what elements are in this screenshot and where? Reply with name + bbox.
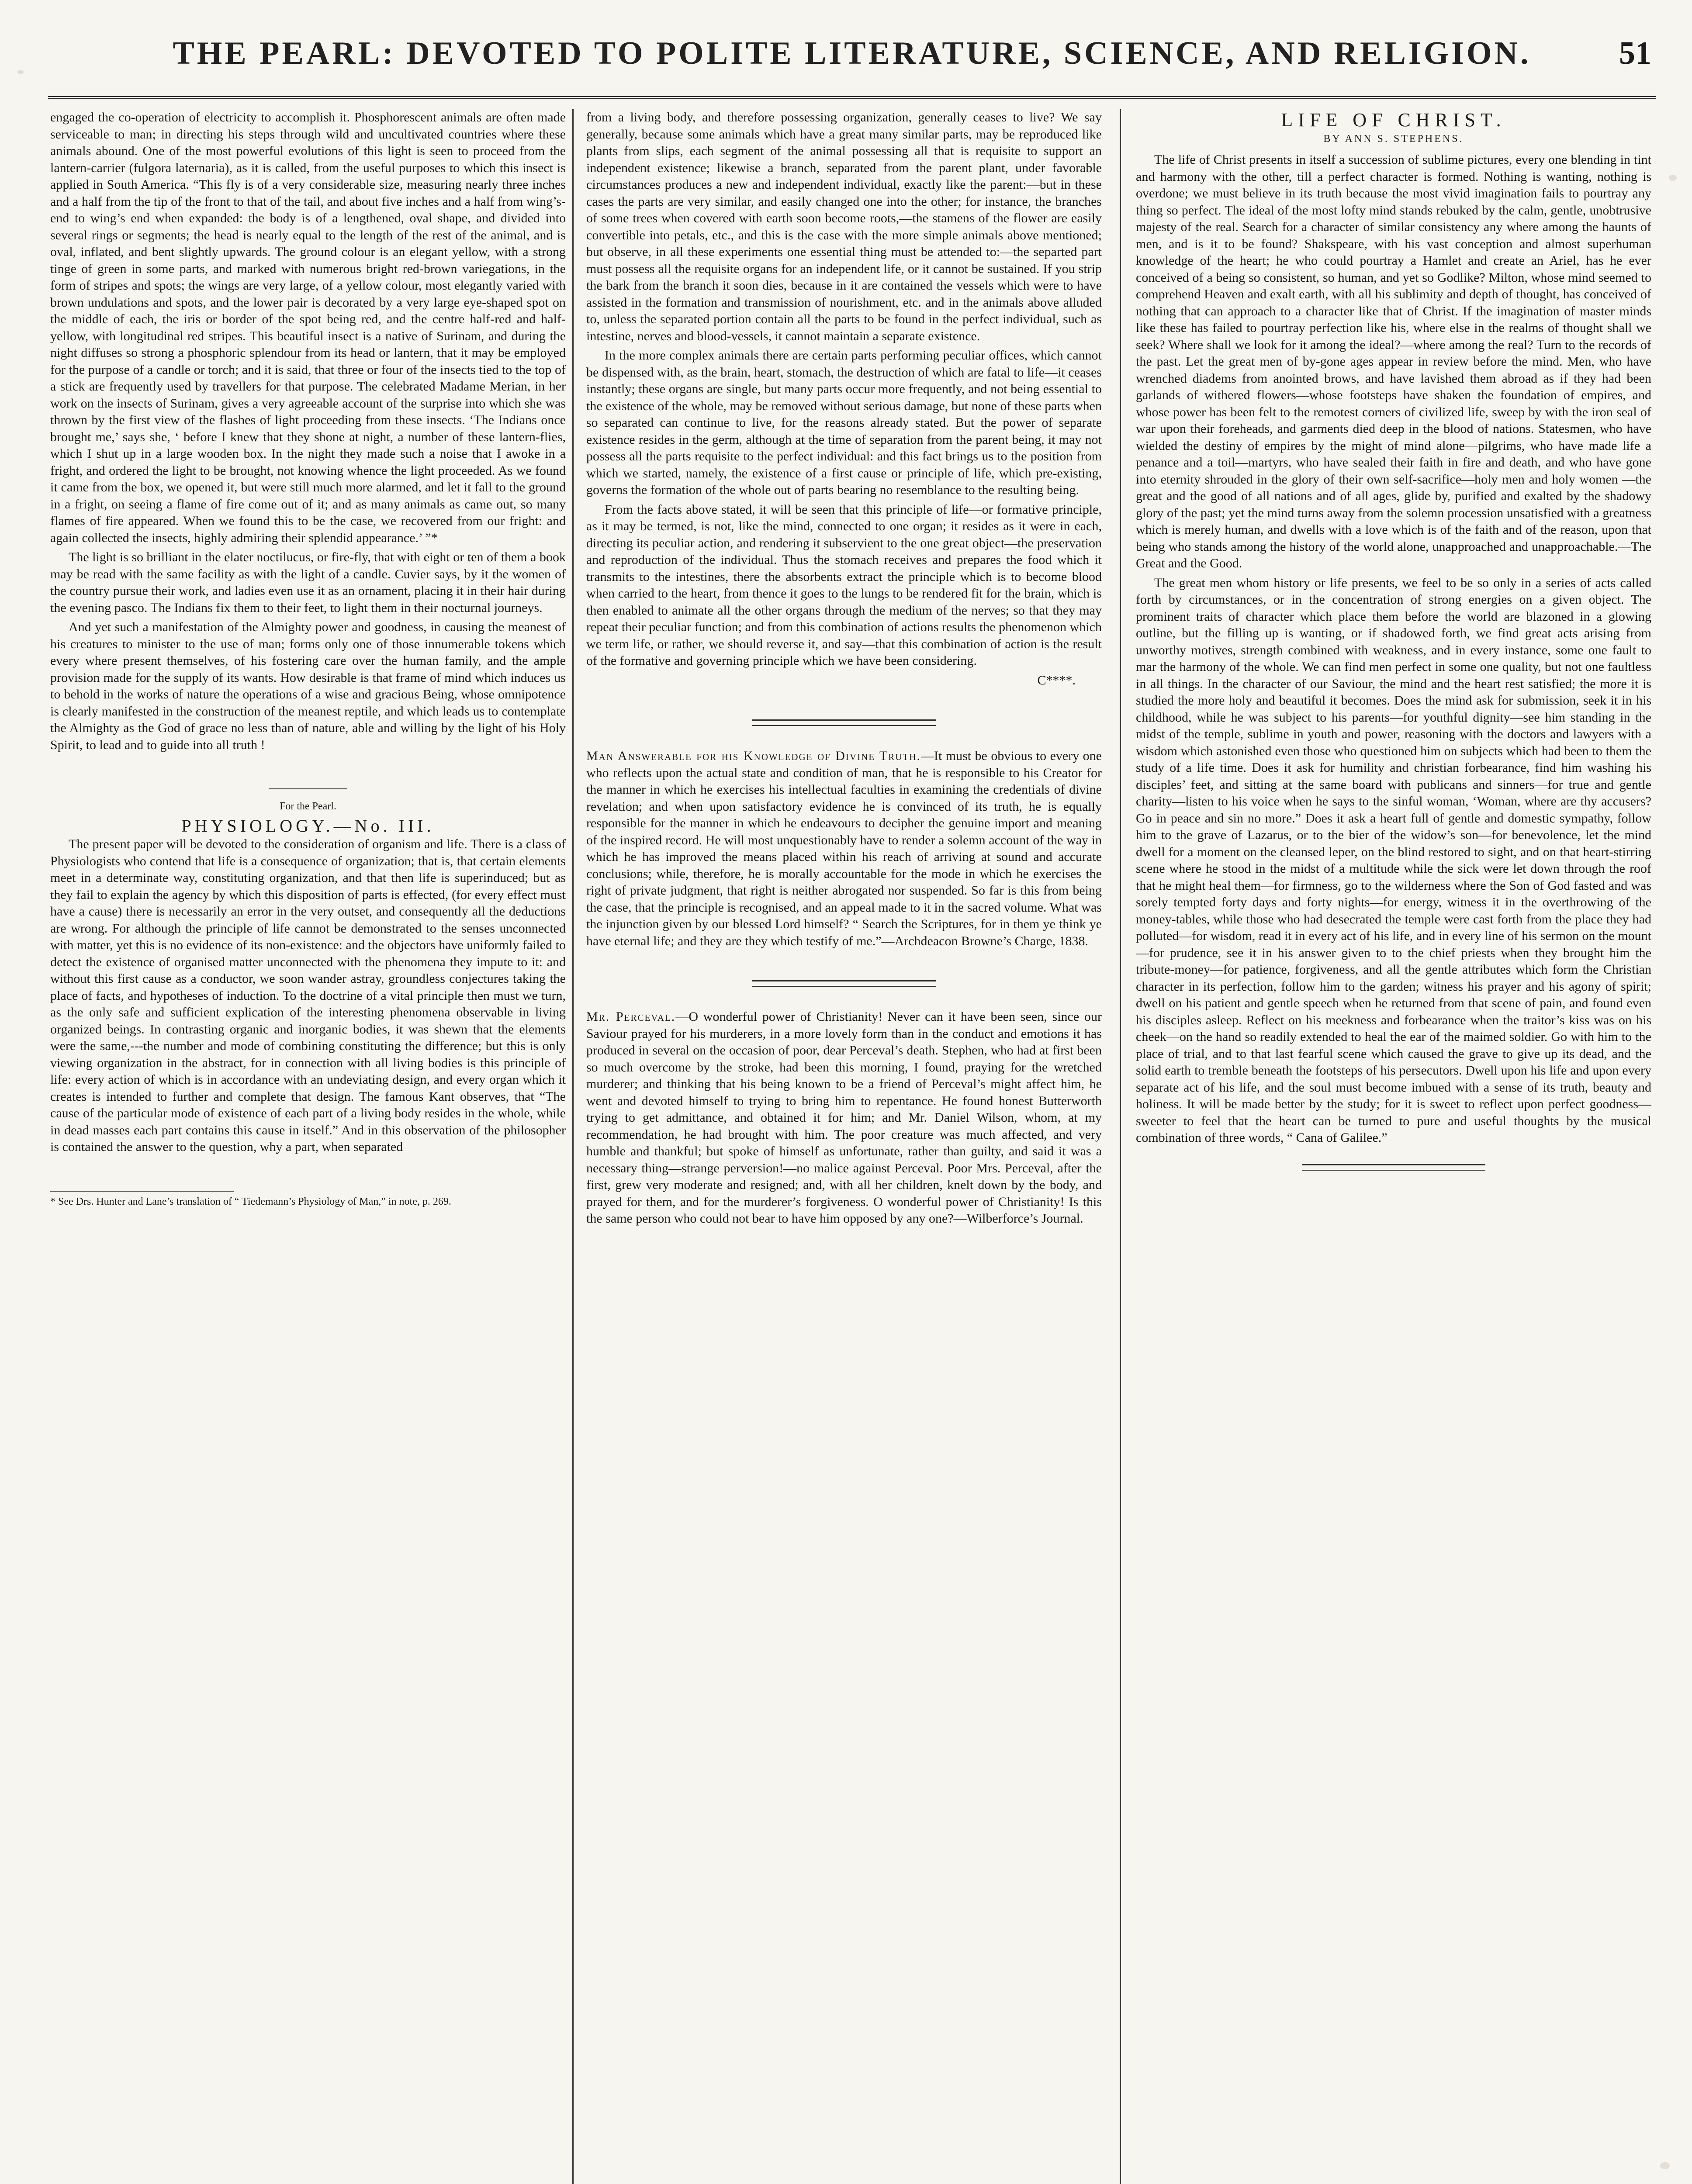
section-separator xyxy=(752,980,936,987)
lantern-fly-paragraph: engaged the co-operation of electricity to accomplish it. Phosphorescent animals are often made serviceable to man; in directing his steps through wild and uncultivated countries where these animals abound. One of the most powerful evolutions of this light is seen to proceed from the lantern-carrier (fulgora laternaria), as it is called, from the useful purposes to which this insect is applied in South America. “This fly is of a very considerable size, measuring nearly three inches and a half from the tip of the front to that of the tail, and about five inches and a half from wing’s-end to wing’s end when expanded: the body is of a lengthened, oval shape, and divided into several rings or segments; the head is nearly equal to the length of the rest of the animal, and is oval, inflated, and bent slightly upwards. The ground colour is an elegant yellow, with a strong tinge of green in some parts, and marked with numerous bright red-brown variegations, in the form of stripes and spots; the wings are very large, of a yellow colour, most elegantly varied with brown undulations and spots, and the lower pair is decorated by a very large eye-shaped spot on the middle of each, the iris or border of the spot being red, and the centre half-red and half-yellow, with longitudinal red stripes. This beautiful insect is a native of Surinam, and during the night diffuses so strong a phosphoric splendour from its head or lantern, that it may be employed for the purpose of a candle or torch; and it is said, that three or four of the insects tied to the top of a stick are frequently used by travellers for that purpose. The celebrated Madame Merian, in her work on the insects of Surinam, gives a very agreeable account of the surprise into which she was thrown by the first view of the flashes of light proceeding from these insects. ‘The Indians once brought me,’ says she, ‘ before I knew that they shone at night, a number of these lantern-flies, which I shut up in a large wooden box. In the night they made such a noise that I awoke in a fright, and ordered the light to be brought, not knowing whence the light proceeded. As we found it came from the box, we opened it, but were still much more alarmed, and let it fall to the ground in a fright, on seeing a flame of fire come out of it; and as many animals as came out, so many flames of fire appeared. When we found this to be the case, we recovered from our fright: and again collected the insects, highly admiring their splendid appearance.’ ”* xyxy=(50,110,566,545)
life-of-christ-paragraph-2: The great men whom history or life presents, we feel to be so only in a series of acts called forth by circumstances, or in the concentration of strong energies on a given object. The prominent traits of character which place them before the world are blazoned in a glowing outline, but the filling up is wanting, or if shadowed forth, we find great acts arising from unworthy motives, strength combined with weakness, and in every instance, some one fault to mar the harmony of the whole. We can find men perfect in some one quality, but not one faultless in all things. In the character of our Saviour, the mind and the heart rest satisfied; the more it is studied the more holy and beautiful it becomes. Does the mind ask for submission, seek it in his childhood, while he was subject to his parents—for youthful dignity—see him standing in the midst of the temple, sublime in youth and power, reasoning with the doctors and lawyers with a wisdom which astonished even those who questioned him on subjects which had been to them the study of a life time. Does it ask for humility and christian forbearance, find him washing his disciples’ feet, and sitting at the same board with publicans and sinners—for true and gentle charity—listen to his voice when he says to the sinful woman, ‘Woman, where are thy accusers? Go in peace and sin no more.” Does it ask a heart full of gentle and domestic sympathy, follow him to the grave of Lazarus, or to the bier of the widow’s son—for benevolence, let the mind dwell for a moment on the cleansed leper, on the blind restored to sight, and on that heart-stirring scene where he stood in the midst of a multitude while the sick were let down through the roof that he might heal them—for firmness, go to the wilderness where the Son of God fasted and was sorely tempted forty days and forty nights—for energy, witness it in the overthrowing of the money-tables, while those who had desecrated the temple were cast forth from the place they had polluted—for wisdom, read it in every act of his life, and in every line of his sermon on the mount—for prudence, see it in his answer given to to the chief priests when they brought him the tribute-money—for patience, forgiveness, and all the gentle attributes which form the Christian character in its perfection, follow him to the garden; witness his prayer and his agony of spirit; dwell on his patient and gentle speech when he returned from that scene of pain, and found even his disciples asleep. Reflect on his meekness and forbearance when the traitor’s kiss was on his cheek—on the hand so readily extended to heal the ear of the maimed soldier. Go with him to the place of trial, and to that last fearful scene which caused the grave to give up its dead, and the solid earth to tremble beneath the footsteps of his persecutors. Dwell upon his life and upon every separate act of his life, and the soul must become imbued with a sense of its truth, beauty and holiness. It will be made better by the study; for it is sweet to reflect upon perfect goodness—sweeter to feel that the heart can be turned to pure and useful thoughts by the musical combination of three words, “ Cana of Galilee.” xyxy=(1136,575,1651,1145)
fire-fly-paragraph: The light is so brilliant in the elater noctilucus, or fire-fly, that with eight or ten of them a book may be read with the same facility as with the light of a candle. Cuvier says, by it the women of the country pursue their work, and ladies even use it as an ornament, placing it in their hair during the evening pasco. The Indians fix them to their feet, to light them in their nocturnal journeys. xyxy=(50,550,566,615)
perceval-text: —O wonderful power of Christianity! Never can it have been seen, since our Saviour prayed for his murderers, in a more lovely form than in the conduct and emotions it has produced in several on the occasion of poor, dear Perceval’s death. Stephen, who had at first been so much overcome by the stroke, had been this morning, I found, praying for the wretched murderer; and thinking that his being known to be a friend of Perceval’s might affect him, he went and devoted himself to trying to bring him to repentance. He found honest Butterworth trying to get admittance, and obtained it for him; and Mr. Daniel Wilson, whom, at my recommendation, he had brought with him. The poor creature was much affected, and very humble and thankful; but spoke of himself as unfortunate, rather than guilty, and said it was a necessary thing—strange perversion!—no malice against Perceval. Poor Mrs. Perceval, after the first, grew very moderate and resigned; and, with all her children, knelt down by the body, and prayed for them, and for the murderer’s forgiveness. O wonderful power of Christianity! Is this the same person who could not bear to have him opposed by any one?—Wilberforce’s Journal. xyxy=(586,1009,1102,1226)
divine-truth-title: Man Answerable for his Knowledge of Divine Truth. xyxy=(586,749,921,763)
for-the-pearl-label: For the Pearl. xyxy=(280,801,336,812)
physiology-heading: PHYSIOLOGY.—No. III. xyxy=(181,816,435,836)
complex-animals-paragraph: In the more complex animals there are certain parts performing peculiar offices, which cannot be dispensed with, as the brain, heart, stomach, the destruction of which are fatal to life—it ceases instantly; these organs are single, but many parts occur more frequently, and not being essential to the existence of the whole, may be removed without serious damage, but none of these parts when so separated can continue to live, for the reasons already stated. But the power of separate existence resides in the germ, although at the time of separation from the parent being, it may not possess all the parts requisite to the perfect individual: and this fact brings us to the position from which we started, namely, the existence of a first cause or principle of life, which pre-existing, governs the formation of the whole out of parts bearing no resemblance to the resulting being. xyxy=(586,348,1102,497)
life-of-christ-paragraph-1: The life of Christ presents in itself a succession of sublime pictures, every one blending in tint and harmony with the other, till a perfect character is formed. Nothing is wanting, nothing is overdone; we must believe in its truth because the most vivid imagination fails to pourtray any thing so perfect. The ideal of the most lofty mind stands rebuked by the calm, gentle, unobtrusive majesty of the real. Search for a character of similar consistency any where among the haunts of men, and is it to be found? Shakspeare, with his vast conception and almost superhuman knowledge of the heart; he who could pourtray a Hamlet and create an Ariel, has he ever conceived of a being so consistent, so human, and yet so Godlike? Milton, whose mind seemed to comprehend Heaven and exalt earth, with all his sublimity and depth of thought, has conceived of nothing that can approach to a character like that of Christ. If the imagination of master minds like these has failed to pourtray perfection like his, where else in the realms of thought shall we seek? Where shall we look for it among the ideal?—where among the real? Turn to the records of the past. Let the great men of by-gone ages appear in review before the mind. Men, who have wrenched diadems from anointed brows, and have lavished them abroad as if they had been garlands of withered flowers—whose footsteps have shaken the foundation of empires, and whose power has been felt to the remotest corners of civilized life, sweep by with the iron seal of war upon their foreheads, and garments died deep in the blood of nations. Statesmen, who have wielded the destiny of empires by the might of mind alone—pilgrims, who have made life a penance and a toil—martyrs, who have sealed their faith in fire and death, and who have gone into eternity shrouded in the glory of their own self-sacrifice—holy men and holy women —the great and the good of all nations and of all ages, glide by, purified and exalted by the shadowy glory of the past; yet the mind turns away from the solemn procession unsatisfied with a greatness which is merely human, and dwells with a love which is of the faith and of the reason, upon that being who stands among the history of the world alone, unapproached and unapproachable.—The Great and the Good. xyxy=(1136,152,1651,570)
providence-paragraph: And yet such a manifestation of the Almighty power and goodness, in causing the meanest of his creatures to minister to the use of man; forms only one of those innumerable tokens which every where present themselves, of his fostering care over the human family, and the ample provision made for the supply of its wants. How desirable is that frame of mind which induces us to behold in the works of nature the operations of a wise and gracious Being, whose omnipotence is clearly manifested in the construction of the meanest reptile, and which leads us to contemplate the Almighty as the God of grace no less than of nature, able and willing by the light of his Holy Spirit, to lead and to guide into all truth ! xyxy=(50,620,566,752)
footnote-rule xyxy=(50,1191,234,1195)
footnote: * See Drs. Hunter and Lane’s translation of “ Tiedemann’s Physiology of Man,” in note, p. 269. xyxy=(50,1196,451,1207)
newspaper-title: THE PEARL: DEVOTED TO POLITE LITERATURE, SCIENCE, AND RELIGION. xyxy=(173,35,1531,71)
divine-truth-text: —It must be obvious to every one who reflects upon the actual state and condition of man, that he is responsible to his Creator for the manner in which he exercises his intellectual faculties in examining the credentials of divine revelation; and when upon satisfactory evidence he is convinced of its truth, he is equally responsible for the manner in which he endeavours to decipher the genuine import and meaning of the inspired record. He will most unquestionably have to render a solemn account of the way in which he has improved the means placed within his reach of arriving at sound and accurate conclusions; while, therefore, he is morally accountable for the mode in which he exercises the right of private judgment, that right is neither abrogated nor suspended. So far is this from being the case, that the principle is recognised, and an appeal made to it in the sacred volume. What was the injunction given by our blessed Lord himself? “ Search the Scriptures, for in them ye think ye have eternal life; and they are they which testify of me.”—Archdeacon Browne’s Charge, 1838. xyxy=(586,749,1102,948)
column-2 xyxy=(586,109,1102,2184)
author-byline: BY ANN S. STEPHENS. xyxy=(1323,133,1464,145)
physiology-paragraph: The present paper will be devoted to the consideration of organism and life. There is a class of Physiologists who contend that life is a consequence of organization; that is, that certain elements meet in a determinate way, constituting organization, and that then life is superinduced; but as they fail to explain the agency by which this disposition of parts is effected, (for every effect must have a cause) there is necessarily an error in the very outset, and consequently all the deductions are wrong. For although the principle of life cannot be demonstrated to the senses unconnected with matter, yet this is no evidence of its non-existence: and the objectors have uniformly failed to detect the existence of organised matter unconnected with the phenomena they impute to it: and without this first cause as a conductor, we soon wander astray, groundless conjectures taking the place of facts, and hypotheses of induction. To the doctrine of a vital principle then must we turn, as the only safe and sufficient explication of the interesting phenomena observable in living organized beings. In contrasting organic and inorganic bodies, it was shewn that the elements were the same,---the number and mode of combining constituting the difference; but this is only viewing organization in the abstract, for in connection with all living bodies is this principle of life: every action of which is in accordance with an undeviating design, and every organ which it creates is intended to further and complete that design. The famous Kant observes, that “The cause of the particular mode of existence of each part of a living body resides in the whole, while in dead masses each part contains this cause in itself.” And in this observation of the philosopher is contained the answer to the question, why a part, when separated xyxy=(50,837,566,1154)
paper-speck xyxy=(17,70,24,74)
physiology-continued: from a living body, and therefore possessing organization, generally ceases to live? We say generally, because some animals which have a great many similar parts, may be reproduced like plants from slips, each segment of the animal possessing all that is requisite to support an independent existence; likewise a branch, separated from the parent plant, under favorable circumstances produces a new and independent individual, exactly like the parent:—but in these cases the parts are very similar, and easily changed one into the other; for instance, the branches of some trees when covered with earth soon become roots,—the stamens of the flower are easily convertible into petals, etc., and this is the case with the more simple animals above mentioned; but observe, in all these experiments one essential thing must be attended to:—the separted part must possess all the requisite organs for an independent life, or it cannot be sustained. If you strip the bark from the branch it soon dies, because in it are contained the vessels which were to have assisted in the formation and transmission of nourishment, etc. and in the animals above alluded to, unless the separated portion contain all the parts to be found in the perfect individual, such as intestine, nerves and blood-vessels, it cannot maintain a separate existence. xyxy=(586,110,1102,343)
paper-speck xyxy=(1660,2162,1670,2169)
column-rule-2 xyxy=(1120,109,1121,2184)
column-3 xyxy=(1136,109,1651,2184)
signature: C****. xyxy=(1037,673,1076,688)
end-ornament xyxy=(1302,1164,1485,1171)
paper-speck xyxy=(1669,175,1677,181)
life-of-christ-heading: LIFE OF CHRIST. xyxy=(1281,109,1506,131)
page-number: 51 xyxy=(1619,35,1651,71)
perceval-title: Mr. Perceval. xyxy=(586,1009,676,1024)
section-separator xyxy=(269,788,347,789)
column-rule-1 xyxy=(572,109,574,2184)
column-1 xyxy=(50,109,566,2184)
page-header xyxy=(48,22,1656,99)
perceval-article xyxy=(586,1009,1102,1227)
divine-truth-article xyxy=(586,748,1102,950)
section-separator xyxy=(752,719,936,726)
formative-principle-paragraph: From the facts above stated, it will be seen that this principle of life—or formative principle, as it may be termed, is not, like the mind, connected to one organ; it resides as it were in each, directing its peculiar action, and rendering it subservient to the one great object—the preservation and reproduction of the individual. Thus the stomach receives and prepares the food which it transmits to the intestines, there the absorbents extract the principle which is to become blood when carried to the heart, from thence it goes to the lungs to be rendered fit for the brain, which is then enabled to animate all the other organs through the medium of the nerves; so that they may repeat their peculiar function; and from this combination of actions results the phenomenon which we term life, or rather, we should reverse it, and say—that this combination of action is the result of the formative and governing principle which we have been considering. xyxy=(586,502,1102,668)
